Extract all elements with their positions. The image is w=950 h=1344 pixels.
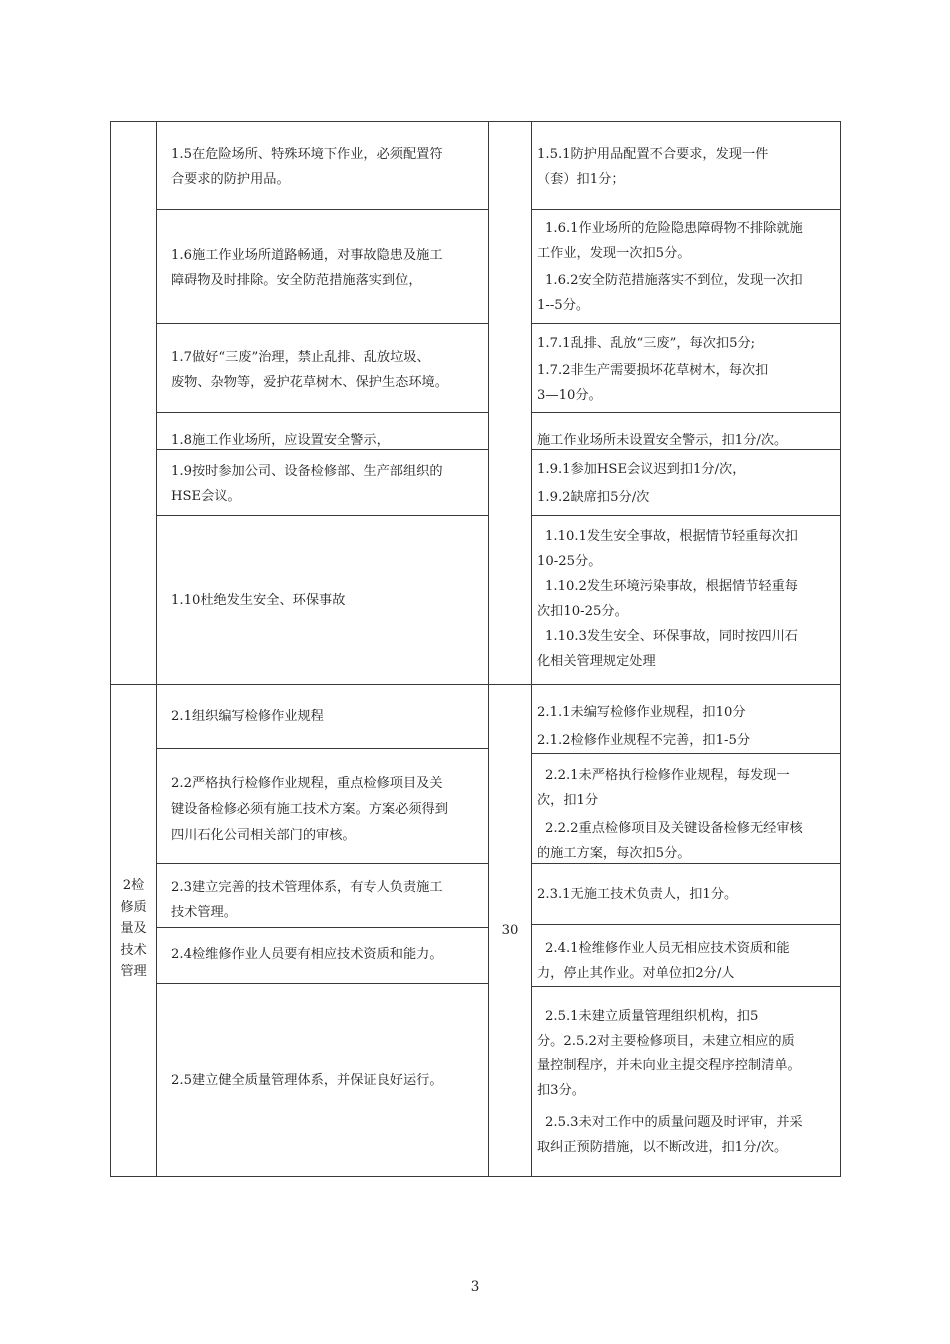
deduction-text: 1.10.3发生安全、环保事故，同时按四川石 化相关管理规定处理 xyxy=(537,629,798,669)
column-divider xyxy=(156,121,157,1177)
deduction-text: 1.7.1乱排、乱放“三废”，每次扣5分; xyxy=(537,336,756,351)
deduction-text: 1.6.1作业场所的危险隐患障碍物不排除就施 工作业，发现一次扣5分。 xyxy=(537,221,803,261)
row-divider xyxy=(531,515,841,516)
deduction-text: 2.1.1未编写检修作业规程，扣10分 xyxy=(537,705,746,720)
row-divider xyxy=(156,927,488,928)
page-number: 3 xyxy=(470,1279,480,1295)
deduction-text: 2.4.1检维修作业人员无相应技术资质和能 力，停止其作业。对单位扣2分/人 xyxy=(537,941,790,981)
category-label: 2检 修质 量及 技术 管理 xyxy=(120,878,147,979)
score-value: 30 xyxy=(501,923,519,938)
deduction-text: 2.5.3未对工作中的质量问题及时评审，并采 取纠正预防措施，以不断改进，扣1分/次。 xyxy=(537,1115,803,1155)
deduction-text: 2.2.2重点检修项目及关键设备检修无经审核 的施工方案，每次扣5分。 xyxy=(537,821,803,861)
column-divider xyxy=(531,121,532,1177)
row-divider xyxy=(156,515,488,516)
requirement-text: 2.2严格执行检修作业规程，重点检修项目及关 键设备检修必须有施工技术方案。方案必须得到 四川石化公司相关部门的审核。 xyxy=(171,776,448,843)
table-border-bottom xyxy=(110,1176,841,1177)
requirement-text: 2.5建立健全质量管理体系，并保证良好运行。 xyxy=(171,1073,443,1088)
deduction-text: 施工作业场所未设置安全警示，扣1分/次。 xyxy=(537,433,788,448)
deduction-text: 2.3.1无施工技术负责人，扣1分。 xyxy=(537,887,738,902)
row-divider xyxy=(531,412,841,413)
deduction-text: 2.5.1未建立质量管理组织机构，扣5 分。2.5.2对主要检修项目，未建立相应的质 量控制程序，并未向业主提交程序控制清单。 扣3分。 xyxy=(537,1009,801,1098)
requirement-text: 1.10杜绝发生安全、环保事故 xyxy=(171,593,346,608)
row-divider xyxy=(531,986,841,987)
table-border-left xyxy=(110,121,111,1177)
requirement-text: 1.5在危险场所、特殊环境下作业，必须配置符 合要求的防护用品。 xyxy=(171,147,443,187)
deduction-text: 1.6.2安全防范措施落实不到位，发现一次扣 1--5分。 xyxy=(537,273,803,313)
deduction-text: 1.9.2缺席扣5分/次 xyxy=(537,490,650,505)
row-divider xyxy=(156,323,488,324)
requirement-text: 1.7做好“三废”治理，禁止乱排、乱放垃圾、 废物、杂物等，爱护花草树木、保护生态环境。 xyxy=(171,350,448,390)
deduction-text: 1.7.2非生产需要损坏花草树木，每次扣 3—10分。 xyxy=(537,363,769,403)
row-divider xyxy=(156,863,488,864)
row-divider xyxy=(531,323,841,324)
requirement-text: 1.9按时参加公司、设备检修部、生产部组织的 HSE会议。 xyxy=(171,464,443,504)
row-divider xyxy=(156,412,488,413)
deduction-text: 2.2.1未严格执行检修作业规程，每发现一 次，扣1分 xyxy=(537,768,790,808)
section-divider xyxy=(110,684,841,685)
row-divider xyxy=(531,209,841,210)
requirement-text: 2.3建立完善的技术管理体系，有专人负责施工 技术管理。 xyxy=(171,880,443,920)
row-divider xyxy=(531,924,841,925)
deduction-text: 1.10.1发生安全事故，根据情节轻重每次扣 10-25分。 xyxy=(537,529,798,569)
requirement-text: 2.4检维修作业人员要有相应技术资质和能力。 xyxy=(171,947,443,962)
requirement-text: 1.6施工作业场所道路畅通，对事故隐患及施工 障碍物及时排除。安全防范措施落实到位， xyxy=(171,248,443,288)
requirement-text: 2.1组织编写检修作业规程 xyxy=(171,709,324,724)
row-divider xyxy=(156,983,488,984)
requirement-text: 1.8施工作业场所，应设置安全警示， xyxy=(171,433,390,448)
deduction-text: 1.10.2发生环境污染事故，根据情节轻重每 次扣10-25分。 xyxy=(537,579,798,619)
row-divider xyxy=(156,209,488,210)
deduction-text: 1.5.1防护用品配置不合要求，发现一件 （套）扣1分； xyxy=(537,147,769,187)
column-divider xyxy=(488,121,489,1177)
deduction-text: 2.1.2检修作业规程不完善，扣1-5分 xyxy=(537,733,751,748)
table-border-right xyxy=(840,121,841,1177)
row-divider xyxy=(156,748,488,749)
deduction-text: 1.9.1参加HSE会议迟到扣1分/次， xyxy=(537,462,746,477)
table-border-top xyxy=(110,121,841,122)
